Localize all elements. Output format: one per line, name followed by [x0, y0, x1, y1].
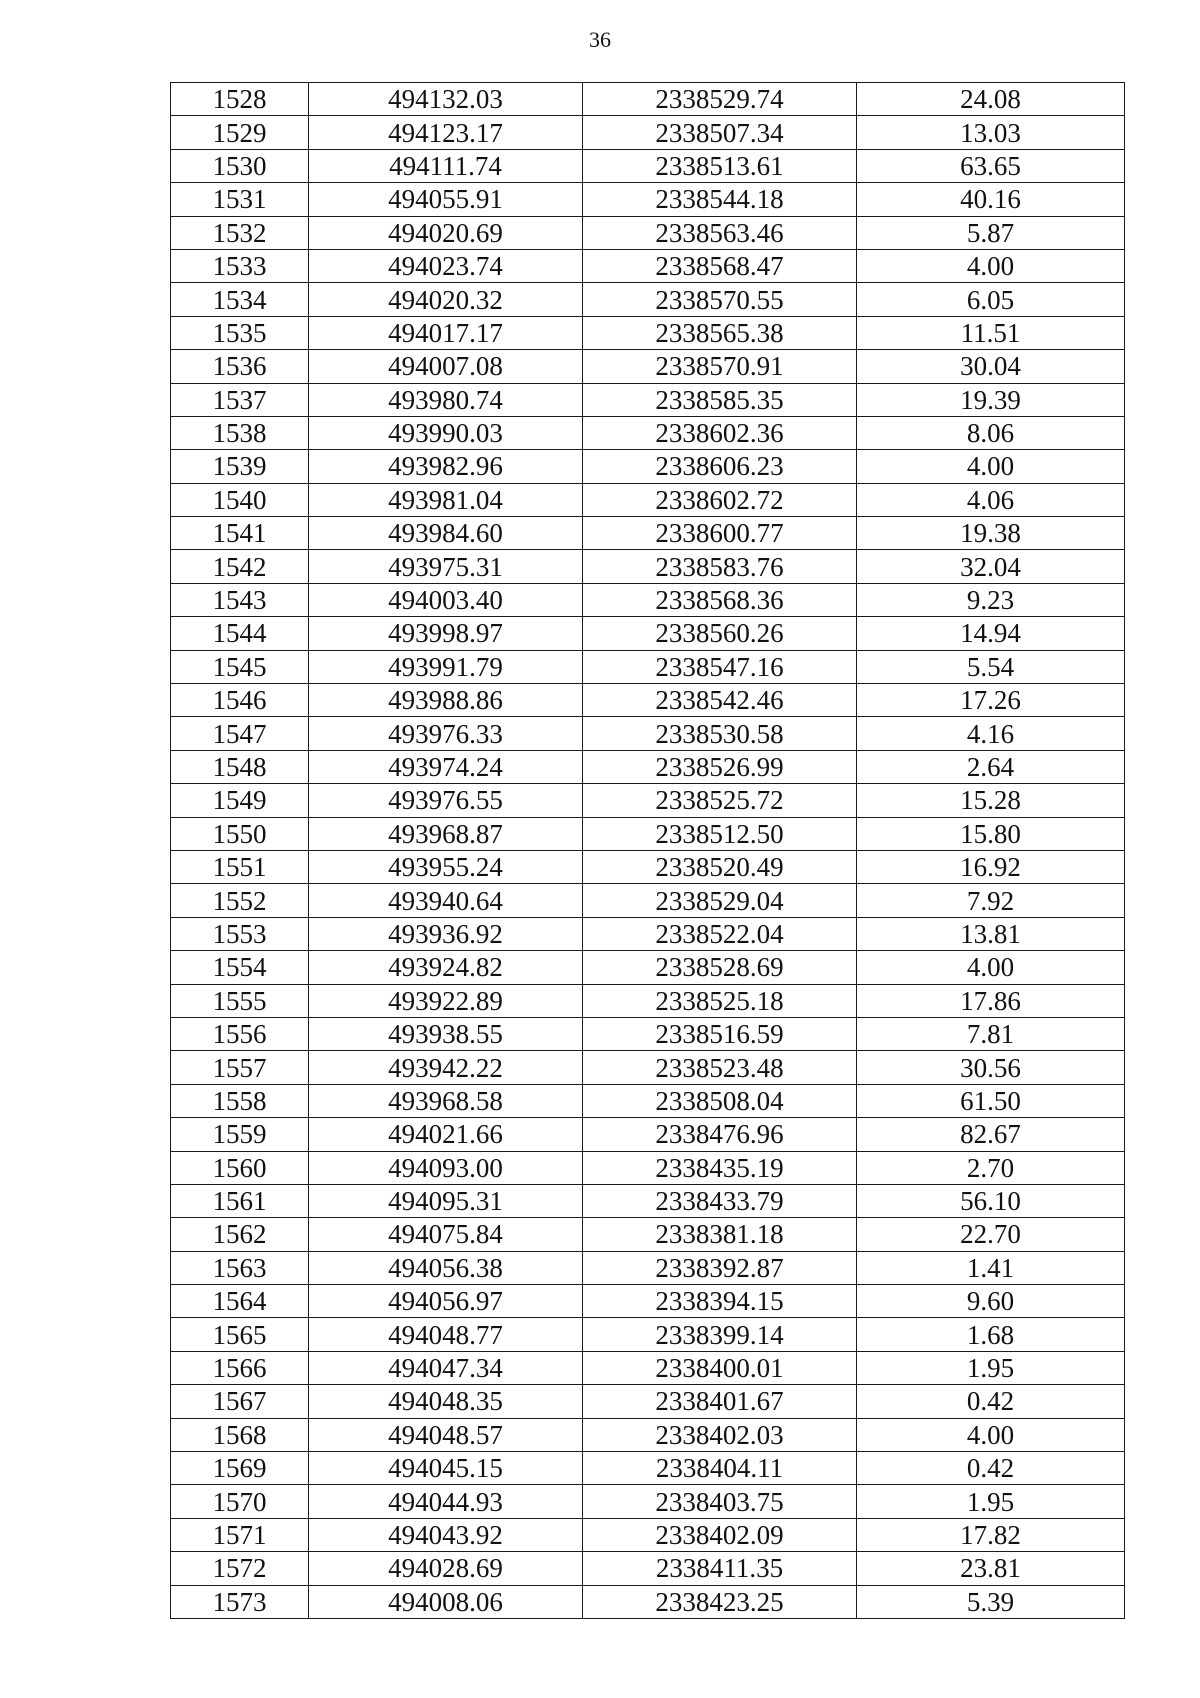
distance-cell: 17.82: [857, 1518, 1125, 1551]
distance-cell: 0.42: [857, 1452, 1125, 1485]
y-coordinate-cell: 2338512.50: [583, 817, 857, 850]
x-coordinate-cell: 494111.74: [309, 149, 583, 182]
x-coordinate-cell: 493968.58: [309, 1084, 583, 1117]
y-coordinate-cell: 2338513.61: [583, 149, 857, 182]
x-coordinate-cell: 493924.82: [309, 951, 583, 984]
x-coordinate-cell: 493980.74: [309, 383, 583, 416]
x-coordinate-cell: 493984.60: [309, 517, 583, 550]
y-coordinate-cell: 2338525.18: [583, 984, 857, 1017]
point-number-cell: 1561: [171, 1184, 309, 1217]
y-coordinate-cell: 2338547.16: [583, 650, 857, 683]
point-number-cell: 1540: [171, 483, 309, 516]
point-number-cell: 1544: [171, 617, 309, 650]
table-row: [171, 617, 1125, 650]
point-number-cell: 1548: [171, 750, 309, 783]
table-row: [171, 884, 1125, 917]
x-coordinate-cell: 494023.74: [309, 249, 583, 282]
x-coordinate-cell: 494044.93: [309, 1485, 583, 1518]
x-coordinate-cell: 494055.91: [309, 183, 583, 216]
point-number-cell: 1532: [171, 216, 309, 249]
distance-cell: 2.64: [857, 750, 1125, 783]
distance-cell: 4.06: [857, 483, 1125, 516]
distance-cell: 7.81: [857, 1017, 1125, 1050]
point-number-cell: 1565: [171, 1318, 309, 1351]
x-coordinate-cell: 494045.15: [309, 1452, 583, 1485]
point-number-cell: 1535: [171, 316, 309, 349]
table-row: [171, 1051, 1125, 1084]
y-coordinate-cell: 2338529.74: [583, 83, 857, 116]
point-number-cell: 1566: [171, 1351, 309, 1384]
table-row: [171, 316, 1125, 349]
distance-cell: 4.00: [857, 450, 1125, 483]
x-coordinate-cell: 494017.17: [309, 316, 583, 349]
point-number-cell: 1558: [171, 1084, 309, 1117]
page-number: 36: [589, 27, 611, 52]
table-row: [171, 1251, 1125, 1284]
distance-cell: 1.95: [857, 1485, 1125, 1518]
distance-cell: 1.68: [857, 1318, 1125, 1351]
y-coordinate-cell: 2338402.03: [583, 1418, 857, 1451]
distance-cell: 5.39: [857, 1585, 1125, 1618]
table-row: [171, 1552, 1125, 1585]
y-coordinate-cell: 2338568.36: [583, 583, 857, 616]
table-row: [171, 1184, 1125, 1217]
x-coordinate-cell: 494123.17: [309, 116, 583, 149]
point-number-cell: 1553: [171, 917, 309, 950]
y-coordinate-cell: 2338602.72: [583, 483, 857, 516]
y-coordinate-cell: 2338507.34: [583, 116, 857, 149]
distance-cell: 13.03: [857, 116, 1125, 149]
point-number-cell: 1563: [171, 1251, 309, 1284]
point-number-cell: 1534: [171, 283, 309, 316]
y-coordinate-cell: 2338585.35: [583, 383, 857, 416]
distance-cell: 23.81: [857, 1552, 1125, 1585]
x-coordinate-cell: 493938.55: [309, 1017, 583, 1050]
point-number-cell: 1571: [171, 1518, 309, 1551]
y-coordinate-cell: 2338411.35: [583, 1552, 857, 1585]
x-coordinate-cell: 494048.57: [309, 1418, 583, 1451]
point-number-cell: 1562: [171, 1218, 309, 1251]
table-row: [171, 1385, 1125, 1418]
y-coordinate-cell: 2338570.55: [583, 283, 857, 316]
point-number-cell: 1538: [171, 416, 309, 449]
distance-cell: 4.00: [857, 249, 1125, 282]
y-coordinate-cell: 2338508.04: [583, 1084, 857, 1117]
table-row: [171, 216, 1125, 249]
x-coordinate-cell: 494093.00: [309, 1151, 583, 1184]
distance-cell: 40.16: [857, 183, 1125, 216]
distance-cell: 8.06: [857, 416, 1125, 449]
table-row: [171, 1351, 1125, 1384]
y-coordinate-cell: 2338600.77: [583, 517, 857, 550]
table-row: [171, 550, 1125, 583]
point-number-cell: 1550: [171, 817, 309, 850]
x-coordinate-cell: 494056.38: [309, 1251, 583, 1284]
table-row: [171, 917, 1125, 950]
y-coordinate-cell: 2338530.58: [583, 717, 857, 750]
x-coordinate-cell: 493976.55: [309, 784, 583, 817]
distance-cell: 1.41: [857, 1251, 1125, 1284]
point-number-cell: 1541: [171, 517, 309, 550]
table-row: [171, 1285, 1125, 1318]
coordinates-table-body: [171, 83, 1125, 1619]
y-coordinate-cell: 2338544.18: [583, 183, 857, 216]
table-row: [171, 249, 1125, 282]
y-coordinate-cell: 2338528.69: [583, 951, 857, 984]
y-coordinate-cell: 2338392.87: [583, 1251, 857, 1284]
table-row: [171, 717, 1125, 750]
x-coordinate-cell: 494048.77: [309, 1318, 583, 1351]
distance-cell: 30.56: [857, 1051, 1125, 1084]
point-number-cell: 1573: [171, 1585, 309, 1618]
table-row: [171, 116, 1125, 149]
x-coordinate-cell: 493998.97: [309, 617, 583, 650]
y-coordinate-cell: 2338542.46: [583, 684, 857, 717]
table-row: [171, 650, 1125, 683]
y-coordinate-cell: 2338435.19: [583, 1151, 857, 1184]
x-coordinate-cell: 493974.24: [309, 750, 583, 783]
table-row: [171, 1518, 1125, 1551]
x-coordinate-cell: 493968.87: [309, 817, 583, 850]
distance-cell: 1.95: [857, 1351, 1125, 1384]
coordinates-table: [170, 82, 1125, 1619]
x-coordinate-cell: 493955.24: [309, 850, 583, 883]
x-coordinate-cell: 493936.92: [309, 917, 583, 950]
distance-cell: 17.86: [857, 984, 1125, 1017]
y-coordinate-cell: 2338526.99: [583, 750, 857, 783]
table-row: [171, 951, 1125, 984]
table-row: [171, 149, 1125, 182]
table-row: [171, 684, 1125, 717]
table-row: [171, 1452, 1125, 1485]
distance-cell: 5.54: [857, 650, 1125, 683]
y-coordinate-cell: 2338522.04: [583, 917, 857, 950]
y-coordinate-cell: 2338433.79: [583, 1184, 857, 1217]
table-row: [171, 183, 1125, 216]
distance-cell: 15.80: [857, 817, 1125, 850]
distance-cell: 9.23: [857, 583, 1125, 616]
table-row: [171, 517, 1125, 550]
distance-cell: 4.00: [857, 951, 1125, 984]
table-row: [171, 817, 1125, 850]
y-coordinate-cell: 2338602.36: [583, 416, 857, 449]
table-row: [171, 850, 1125, 883]
point-number-cell: 1556: [171, 1017, 309, 1050]
point-number-cell: 1554: [171, 951, 309, 984]
point-number-cell: 1531: [171, 183, 309, 216]
table-row: [171, 1084, 1125, 1117]
point-number-cell: 1528: [171, 83, 309, 116]
table-row: [171, 1585, 1125, 1618]
table-row: [171, 1485, 1125, 1518]
distance-cell: 11.51: [857, 316, 1125, 349]
point-number-cell: 1560: [171, 1151, 309, 1184]
x-coordinate-cell: 494028.69: [309, 1552, 583, 1585]
distance-cell: 19.39: [857, 383, 1125, 416]
table-row: [171, 1118, 1125, 1151]
point-number-cell: 1572: [171, 1552, 309, 1585]
y-coordinate-cell: 2338565.38: [583, 316, 857, 349]
table-row: [171, 416, 1125, 449]
point-number-cell: 1543: [171, 583, 309, 616]
table-row: [171, 450, 1125, 483]
y-coordinate-cell: 2338381.18: [583, 1218, 857, 1251]
distance-cell: 17.26: [857, 684, 1125, 717]
table-row: [171, 483, 1125, 516]
y-coordinate-cell: 2338606.23: [583, 450, 857, 483]
point-number-cell: 1536: [171, 350, 309, 383]
point-number-cell: 1567: [171, 1385, 309, 1418]
distance-cell: 15.28: [857, 784, 1125, 817]
point-number-cell: 1568: [171, 1418, 309, 1451]
point-number-cell: 1570: [171, 1485, 309, 1518]
distance-cell: 63.65: [857, 149, 1125, 182]
table-row: [171, 383, 1125, 416]
x-coordinate-cell: 493976.33: [309, 717, 583, 750]
y-coordinate-cell: 2338404.11: [583, 1452, 857, 1485]
distance-cell: 82.67: [857, 1118, 1125, 1151]
x-coordinate-cell: 494043.92: [309, 1518, 583, 1551]
point-number-cell: 1552: [171, 884, 309, 917]
x-coordinate-cell: 494056.97: [309, 1285, 583, 1318]
table-row: [171, 750, 1125, 783]
table-row: [171, 784, 1125, 817]
point-number-cell: 1539: [171, 450, 309, 483]
point-number-cell: 1564: [171, 1285, 309, 1318]
table-row: [171, 1151, 1125, 1184]
y-coordinate-cell: 2338583.76: [583, 550, 857, 583]
y-coordinate-cell: 2338401.67: [583, 1385, 857, 1418]
point-number-cell: 1529: [171, 116, 309, 149]
x-coordinate-cell: 493981.04: [309, 483, 583, 516]
x-coordinate-cell: 494047.34: [309, 1351, 583, 1384]
point-number-cell: 1547: [171, 717, 309, 750]
distance-cell: 61.50: [857, 1084, 1125, 1117]
y-coordinate-cell: 2338568.47: [583, 249, 857, 282]
point-number-cell: 1555: [171, 984, 309, 1017]
table-row: [171, 350, 1125, 383]
distance-cell: 30.04: [857, 350, 1125, 383]
distance-cell: 4.16: [857, 717, 1125, 750]
x-coordinate-cell: 493942.22: [309, 1051, 583, 1084]
y-coordinate-cell: 2338476.96: [583, 1118, 857, 1151]
distance-cell: 4.00: [857, 1418, 1125, 1451]
table-row: [171, 583, 1125, 616]
y-coordinate-cell: 2338563.46: [583, 216, 857, 249]
x-coordinate-cell: 494075.84: [309, 1218, 583, 1251]
x-coordinate-cell: 494132.03: [309, 83, 583, 116]
distance-cell: 13.81: [857, 917, 1125, 950]
x-coordinate-cell: 494020.69: [309, 216, 583, 249]
y-coordinate-cell: 2338399.14: [583, 1318, 857, 1351]
distance-cell: 9.60: [857, 1285, 1125, 1318]
x-coordinate-cell: 494021.66: [309, 1118, 583, 1151]
point-number-cell: 1530: [171, 149, 309, 182]
y-coordinate-cell: 2338529.04: [583, 884, 857, 917]
y-coordinate-cell: 2338523.48: [583, 1051, 857, 1084]
x-coordinate-cell: 494003.40: [309, 583, 583, 616]
point-number-cell: 1549: [171, 784, 309, 817]
point-number-cell: 1559: [171, 1118, 309, 1151]
point-number-cell: 1533: [171, 249, 309, 282]
distance-cell: 6.05: [857, 283, 1125, 316]
distance-cell: 2.70: [857, 1151, 1125, 1184]
point-number-cell: 1569: [171, 1452, 309, 1485]
y-coordinate-cell: 2338570.91: [583, 350, 857, 383]
point-number-cell: 1542: [171, 550, 309, 583]
x-coordinate-cell: 493982.96: [309, 450, 583, 483]
distance-cell: 56.10: [857, 1184, 1125, 1217]
x-coordinate-cell: 494020.32: [309, 283, 583, 316]
x-coordinate-cell: 494008.06: [309, 1585, 583, 1618]
y-coordinate-cell: 2338516.59: [583, 1017, 857, 1050]
point-number-cell: 1545: [171, 650, 309, 683]
y-coordinate-cell: 2338403.75: [583, 1485, 857, 1518]
x-coordinate-cell: 494048.35: [309, 1385, 583, 1418]
point-number-cell: 1546: [171, 684, 309, 717]
table-row: [171, 83, 1125, 116]
x-coordinate-cell: 493988.86: [309, 684, 583, 717]
distance-cell: 19.38: [857, 517, 1125, 550]
x-coordinate-cell: 494095.31: [309, 1184, 583, 1217]
y-coordinate-cell: 2338520.49: [583, 850, 857, 883]
distance-cell: 24.08: [857, 83, 1125, 116]
y-coordinate-cell: 2338394.15: [583, 1285, 857, 1318]
distance-cell: 14.94: [857, 617, 1125, 650]
y-coordinate-cell: 2338560.26: [583, 617, 857, 650]
distance-cell: 0.42: [857, 1385, 1125, 1418]
x-coordinate-cell: 493990.03: [309, 416, 583, 449]
table-row: [171, 984, 1125, 1017]
x-coordinate-cell: 494007.08: [309, 350, 583, 383]
y-coordinate-cell: 2338423.25: [583, 1585, 857, 1618]
y-coordinate-cell: 2338400.01: [583, 1351, 857, 1384]
y-coordinate-cell: 2338402.09: [583, 1518, 857, 1551]
distance-cell: 32.04: [857, 550, 1125, 583]
x-coordinate-cell: 493922.89: [309, 984, 583, 1017]
point-number-cell: 1557: [171, 1051, 309, 1084]
x-coordinate-cell: 493975.31: [309, 550, 583, 583]
table-row: [171, 1017, 1125, 1050]
table-row: [171, 1318, 1125, 1351]
table-row: [171, 1418, 1125, 1451]
distance-cell: 16.92: [857, 850, 1125, 883]
distance-cell: 7.92: [857, 884, 1125, 917]
point-number-cell: 1551: [171, 850, 309, 883]
point-number-cell: 1537: [171, 383, 309, 416]
x-coordinate-cell: 493991.79: [309, 650, 583, 683]
x-coordinate-cell: 493940.64: [309, 884, 583, 917]
table-row: [171, 1218, 1125, 1251]
table-row: [171, 283, 1125, 316]
y-coordinate-cell: 2338525.72: [583, 784, 857, 817]
distance-cell: 5.87: [857, 216, 1125, 249]
distance-cell: 22.70: [857, 1218, 1125, 1251]
